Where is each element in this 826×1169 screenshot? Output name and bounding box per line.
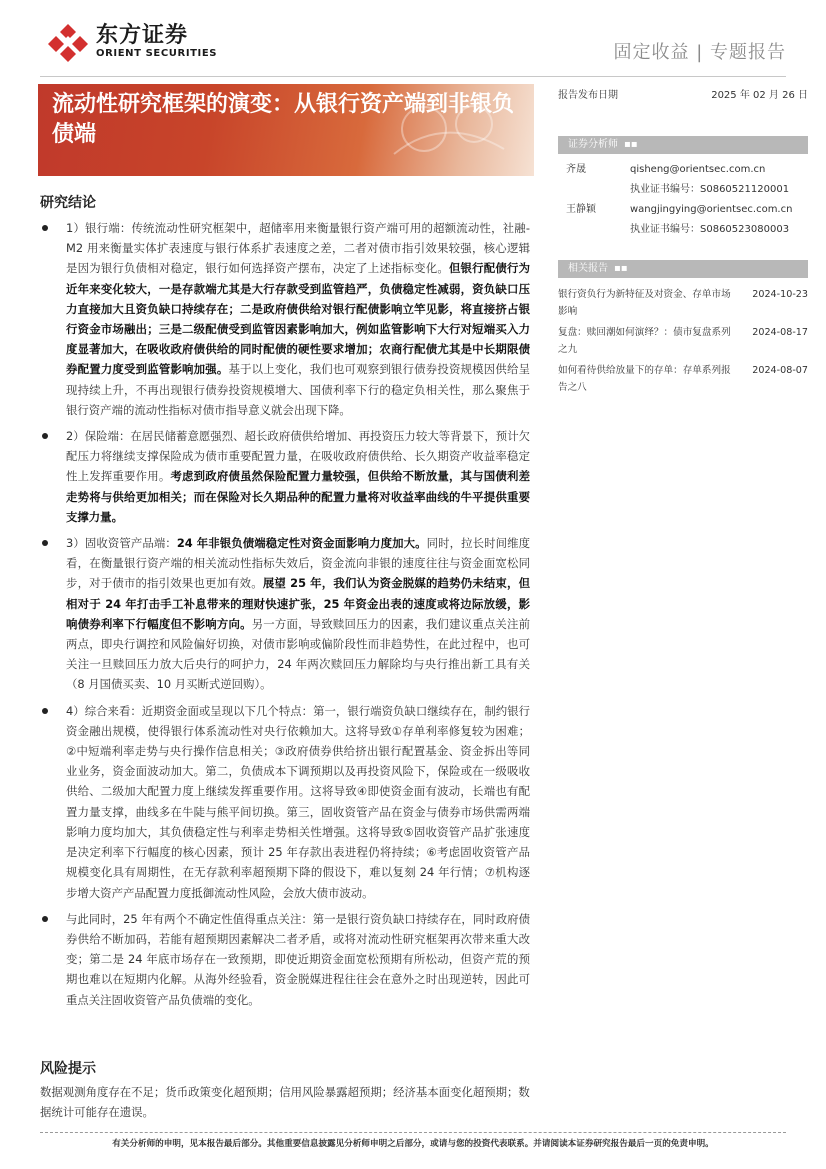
conclusion-item-1	[40, 218, 530, 420]
text-run: 2）保险端：在居民储蓄意愿强烈、超长政府债供给增加、再投资压力较大等背景下，预计欠配压力将继续支撑保险成为债市重要配置力量，在吸收政府债供给、长久期资产收益率稳定性上发挥重要作用。	[66, 429, 530, 484]
related-report-item[interactable]	[558, 362, 808, 396]
analyst-list	[558, 160, 808, 240]
text-run: 3）固收资管产品端：	[66, 536, 177, 551]
bullet-icon	[42, 540, 48, 546]
emphasis-run: 但银行配债行为近年来变化较大，一是存款端尤其是大行存款受到监管趋严，负债稳定性减弱，资负缺口压力直接加大且资负缺口持续存在；二是政府债供给对银行配债影响立竿见影，将直接挤占银行资金市场融出；三是二级配债受到监管因素影响加大，例如监管影响下大行对短端买入力度显著加大，在吸收政府债供给的同时配债的硬性要求增加；农商行配债尤其是中长期限债券配置力度受到监管影响加强。	[66, 261, 530, 377]
risk-text: 数据观测角度存在不足；货币政策变化超预期；信用风险暴露超预期；经济基本面变化超预期；数据统计可能存在遗误。	[40, 1085, 530, 1119]
publish-date-row	[558, 86, 808, 106]
text-run: 基于以上变化，我们也可观察到银行债券投资规模因供给呈现持续上升，不再出现银行债券投资规模增大、国债利率下行的稳定负相关性，那么聚焦于银行资产端的流动性指标对债市指导意义就会出现下降。	[66, 362, 530, 417]
footer-divider	[40, 1132, 786, 1133]
conclusion-item-3	[40, 533, 530, 695]
conclusion-item-2	[40, 426, 530, 527]
conclusion-item-4	[40, 701, 530, 903]
related-report-item[interactable]	[558, 286, 808, 320]
publish-date-label: 报告发布日期	[558, 90, 618, 101]
sidebar	[558, 86, 808, 400]
logo-mark-icon	[46, 22, 90, 62]
emphasis-run: 考虑到政府债虽然保险配置力量较强，但供给不断放量，其与国债利差走势将与供给更加相关；而在保险对长久期品种的配置力量将对收益率曲线的牛平提供重要支撑力量。	[66, 469, 530, 524]
bullet-icon	[42, 433, 48, 439]
related-header	[558, 260, 808, 278]
analyst-header	[558, 136, 808, 154]
related-report-title[interactable]: 如何看待供给放量下的存单：存单系列报告之八	[558, 365, 731, 393]
related-report-title[interactable]: 银行资负行为新特征及对资金、存单市场影响	[558, 289, 731, 317]
analyst-name: 齐晟	[566, 164, 586, 175]
text-run: 另一方面，导致赎回压力的因素，我们建议重点关注前两点，即央行调控和风险偏好切换，对债市影响或偏阶段性而非趋势性，在此过程中，也可关注一旦赎回压力放大后央行的呵护力，24 年两次赎回压力解除均与央行推出新工具有关（8 月国债买卖、10 月买断式逆回购）。	[66, 616, 530, 692]
analyst-cert: 执业证书编号：S0860523080003	[630, 224, 790, 235]
analyst-email[interactable]: qisheng@orientsec.com.cn	[630, 164, 766, 175]
related-report-date: 2024-08-17	[752, 327, 808, 338]
text-run: 1）银行端：传统流动性研究框架中，超储率用来衡量银行资产端可用的超额流动性，社融-M2 用来衡量实体扩表速度与银行体系扩表速度之差，二者对债市指引效果较强，核心逻辑是因为银行负债相对稳定，银行如何选择资产摆布，决定了上述指标变化。	[66, 221, 530, 276]
analyst-name: 王静颖	[566, 204, 596, 215]
section-title: 研究结论	[40, 195, 96, 211]
analyst-row	[558, 160, 808, 180]
related-report-date: 2024-08-07	[752, 365, 808, 376]
risk-title: 风险提示	[40, 1061, 96, 1077]
report-title: 流动性研究框架的演变：从银行资产端到非银负债端	[52, 92, 515, 147]
analyst-cert-row	[558, 220, 808, 240]
report-type: 固定收益 | 专题报告	[613, 42, 786, 63]
header-dots-icon: ▪▪	[624, 139, 638, 150]
related-report-title[interactable]: 复盘：赎回潮如何演绎？：债市复盘系列之九	[558, 327, 731, 355]
analyst-cert-row	[558, 180, 808, 200]
text-run: 4）综合来看：近期资金面或呈现以下几个特点：第一，银行端资负缺口继续存在，制约银行资金融出规模，使得银行体系流动性对央行依赖加大。这将导致①存单利率修复较为困难；②中短端利率走势与央行操作信息相关；③政府债券供给挤出银行配置基金、资金拆出等同业业务，资金面波动加大。第二，负债成本下调预期以及再投资风险下，保险或在一级吸收供给、二级加大配置力度上继续发挥重要作用。这将导致④即使资金面有波动，长端也有配置力量支撑，曲线多在牛陡与熊平间切换。第三，固收资管产品在资金与债券市场供需两端影响力度均加大，其负债稳定性与利率走势相关性增强。这将导致⑤固收资管产品扩张速度是决定利率下行幅度的核心因素，预计 25 年存款出表进程仍将持续；⑥考虑固收资管产品规模变化具有周期性，在无存款利率超预期下降的假设下，难以复刻 24 年行情；⑦机构逐步增大资产产品配置力度抵御流动性风险，会放大债市波动。	[66, 703, 530, 900]
analyst-email[interactable]: wangjingying@orientsec.com.cn	[630, 204, 793, 215]
header-divider	[40, 76, 786, 77]
header-dots-icon: ▪▪	[614, 263, 628, 274]
logo-cn-text: 东方证券	[96, 23, 189, 48]
publish-date-value: 2025 年 02 月 26 日	[711, 90, 808, 101]
conclusion-item-5	[40, 909, 530, 1010]
page-header	[0, 0, 826, 80]
text-run: 与此同时，25 年有两个不确定性值得重点关注：第一是银行资负缺口持续存在，同时政府债券供给不断加码，若能有超预期因素解决二者矛盾，或将对流动性研究框架再次带来重大改变；第二是 24 年底市场存在一致预期，即使近期资金面宽松预期有所松动，但资产荒的预期也难以在短期内化解。从海外经验看，资金脱媒进程往往会在意外之时出现逆转，因此可重点关注固收资管产品负债端的变化。	[66, 911, 530, 1007]
analyst-row	[558, 200, 808, 220]
bullet-icon	[42, 708, 48, 714]
text-run: 同时，拉长时间维度看，在衡量银行资产端的相关流动性指标失效后，资金流向非银的速度往往与资金面宽松同步，对于债市的指引效果也更加有效。	[66, 536, 530, 591]
related-report-date: 2024-10-23	[752, 289, 808, 300]
emphasis-run: 展望 25 年，我们认为资金脱媒的趋势仍未结束，但相对于 24 年打击手工补息带来的理财快速扩张，25 年资金出表的速度或将边际放缓，影响债券利率下行幅度但不影响方向。	[66, 576, 530, 631]
title-banner	[38, 84, 534, 176]
bullet-icon	[42, 225, 48, 231]
emphasis-run: 24 年非银负债端稳定性对资金面影响力度加大。	[176, 536, 427, 551]
related-report-item[interactable]	[558, 324, 808, 358]
logo-en-text: ORIENT SECURITIES	[96, 48, 218, 59]
company-logo	[46, 22, 217, 62]
analyst-cert: 执业证书编号：S0860521120001	[630, 184, 790, 195]
research-conclusions	[40, 192, 530, 1016]
related-header-label: 相关报告	[568, 263, 608, 274]
analyst-header-label: 证券分析师	[568, 139, 618, 150]
related-report-list	[558, 286, 808, 396]
bullet-icon	[42, 916, 48, 922]
risk-section	[40, 1058, 530, 1122]
disclaimer-footer: 有关分析师的申明，见本报告最后部分。其他重要信息披露见分析师申明之后部分，或请与您的投资代表联系。并请阅读本证券研究报告最后一页的免责申明。	[112, 1139, 714, 1149]
